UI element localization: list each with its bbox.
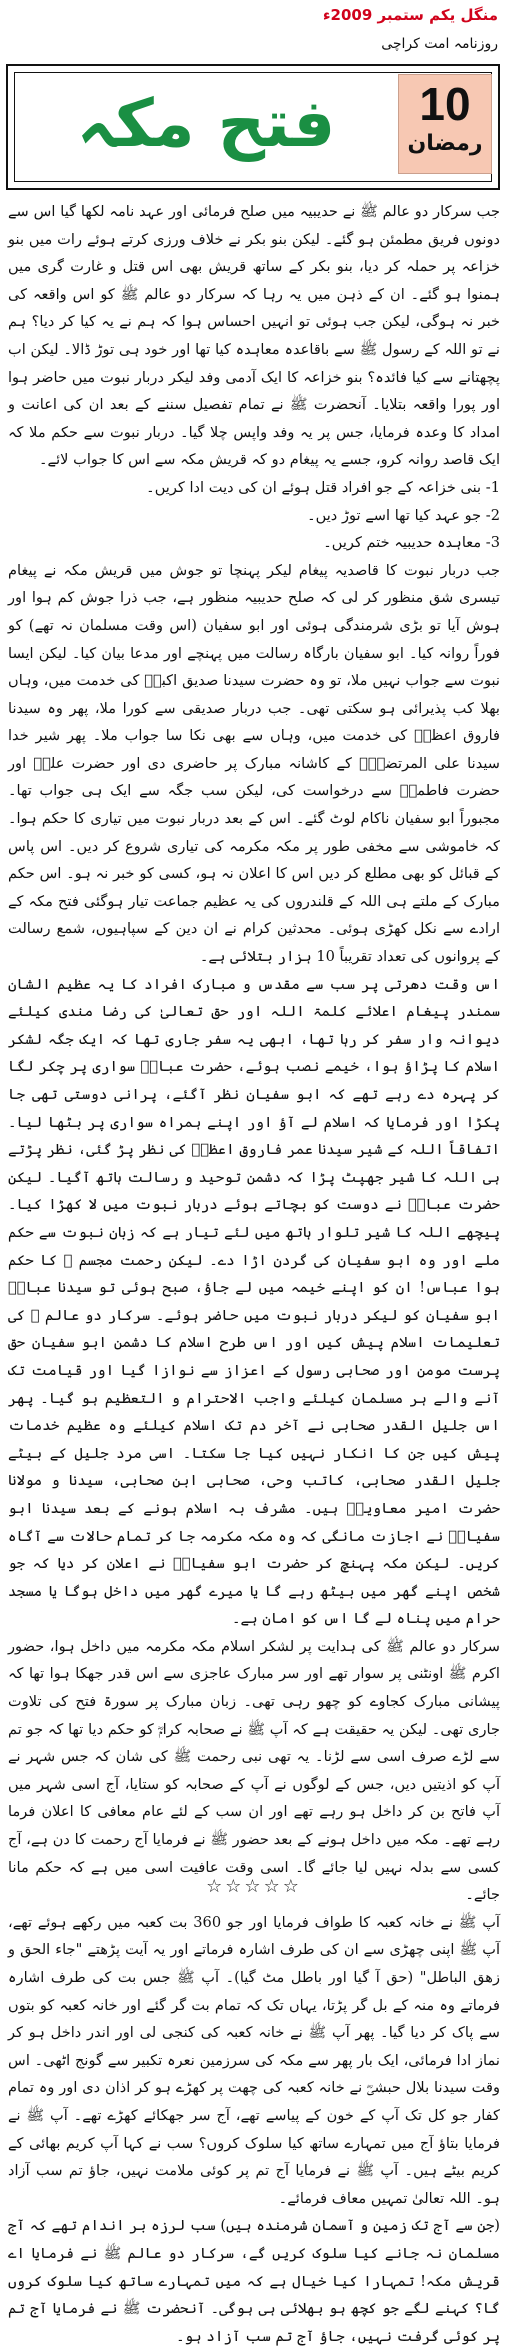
publication-date: منگل یکم ستمبر 2009ء <box>322 6 498 24</box>
article-paragraph: جب دربار نبوت کا قاصدیہ پیغام لیکر پہنچا تو جوش میں قریش مکہ نے پیغام تیسری شق منظور کر لی کہ صلح حدیبیہ منظور ہے، جب ذرا جوش کم ہوا اور ہوش آیا تو بڑی شرمندگی ہوئی اور ابو سفیان (اس وقت مسلمان نہ تھے) کو فوراً روانہ کیا۔ ابو سفیان بارگاہ رسالت میں پہنچے اور مدعا بیان کیا۔ لیکن ایسا نبوت سے جواب نہیں ملا، تو وہ حضرت سیدنا صدیق اکبرؓ کی خدمت میں، وہاں بھلا کب پذیرائی ہو سکتی تھی۔ جب دربار صدیقی سے کورا ملا، پھر وہ سیدنا فاروق اعظمؓ کی خدمت میں، وہاں سے بھی نکا سا جواب ملا۔ پھر شیر خدا سیدنا علی المرتضیٰؓ کے کاشانہ مبارک پر حاضری دی اور حضرت علیؓ اور حضرت فاطمہؓ سے درخواست کی، لیکن سب جگہ سے ایک ہی جواب تھا۔ مجبوراً ابو سفیان ناکام لوٹ گئے۔ اس کے بعد دربار نبوت میں تیاری کا حکم ہوا۔ کہ خاموشی سے مخفی طور پر مکہ مکرمہ کی تیاری شروع کر دیں۔ اس پاس کے قبائل کو بھی مطلع کر دیں اس کا اعلان نہ ہو، کسی کو خبر نہ ہو۔ اس حکم مبارک کے ملتے ہی اللہ کے قلندروں کی یہ عظیم جماعت تیار ہوگئی فتح مکہ کے ارادے سے نکل کھڑی ہوئی۔ محدثین کرام نے ان دین کے سپاہیوں، شمع رسالت کے پروانوں کی تعداد تقریباً 10 ہزار بتلائی ہے۔ <box>8 561 500 966</box>
ramadan-month-label: رمضان <box>407 131 483 156</box>
article-body <box>8 198 500 2350</box>
article-paragraph: جب سرکار دو عالم ﷺ نے حدیبیہ میں صلح فرمائی اور عہد نامہ لکھا گیا اس سے دونوں فریق مطمئن ہو گئے۔ لیکن بنو بکر نے خلاف ورزی کرتے ہوئے رات میں بنو خزاعہ پر حملہ کر دیا، بنو بکر کے ساتھ قریش بھی اس قتل و غارت گری میں ہمنوا ہو گئے۔ ان کے ذہن میں یہ رہا کہ سرکار دو عالم ﷺ کو اس واقعہ کی خبر نہ ہوگی، لیکن جب ہوئی تو انہیں احساس ہوا کہ ہم نے یہ کیا کر دیا؟ ہم نے تو اللہ کے رسول ﷺ سے باقاعدہ معاہدہ کیا تھا اور خود ہی توڑ ڈالا۔ لیکن اب پچھتانے سے کیا فائدہ؟ بنو خزاعہ کا ایک آدمی وفد لیکر دربار نبوت میں حاضر ہوا اور پورا واقعہ بتلایا۔ آنحضرت ﷺ نے تمام تفصیل سننے کے بعد ان کی اعانت و امداد کا وعدہ فرمایا، جس پر یہ وفد واپس چلا گیا۔ دربار نبوت سے حکم ملا کہ ایک قاصد روانہ کرو، جسے یہ پیغام دو کہ قریش مکہ سے اس کا جواب لائے۔ <box>8 203 500 469</box>
article-paragraph: سرکار دو عالم ﷺ کی ہدایت پر لشکر اسلام مکہ مکرمہ میں داخل ہوا، حضور اکرم ﷺ اونٹنی پر سوار تھے اور سر مبارک عاجزی سے اس قدر جھکا ہوا تھا کہ پیشانی مبارک کجاوے کو چھو رہی تھی۔ زبان مبارک پر سورۃ فتح کی تلاوت جاری تھی۔ لیکن یہ حقیقت ہے کہ آپ ﷺ نے صحابہ کرامؓ کو حکم دیا تھا کہ جو تم سے لڑے صرف اسی سے لڑنا۔ یہ تھی نبی رحمت ﷺ کی شان کہ جس شہر نے آپ کو اذیتیں دیں، جس کے لوگوں نے آپ کے صحابہ کو ستایا، آج اسی شہر میں آپ فاتح بن کر داخل ہو رہے تھے اور ان سب کے لئے عام معافی کا اعلان فرما رہے تھے۔ مکہ میں داخل ہونے کے بعد حضور ﷺ نے فرمایا آج رحمت کا دن ہے، آج کسی سے بدلہ نہیں لیا جائے گا۔ اسی وقت عافیت اسی میں ہے کہ حکم مانا جائے۔ <box>8 1637 500 1904</box>
newspaper-source: روزنامہ امت کراچی <box>381 36 498 52</box>
demand-item-3: 3- معاہدہ حدیبیہ ختم کریں۔ <box>323 534 500 552</box>
ramadan-date-box <box>398 74 492 174</box>
article-paragraph: آپ ﷺ نے خانہ کعبہ کا طواف فرمایا اور جو 360 بت کعبہ میں رکھے ہوئے تھے، آپ ﷺ اپنی چھڑی سے ان کی طرف اشارہ فرماتے اور یہ آیت پڑھتے "جاء الحق و زھق الباطل" (حق آ گیا اور باطل مٹ گیا)۔ آپ ﷺ جس بت کی طرف اشارہ فرماتے وہ منہ کے بل گر پڑتا، یہاں تک کہ تمام بت گر گئے اور خانہ کعبہ کو بتوں سے پاک کر دیا گیا۔ پھر آپ ﷺ نے خانہ کعبہ کی کنجی لی اور اندر داخل ہو کر نماز ادا فرمائی، ایک بار پھر سے مکہ کی سرزمین نعرہ تکبیر سے گونج اٹھی۔ اس وقت سیدنا بلال حبشیؓ نے خانہ کعبہ کی چھت پر کھڑے ہو کر اذان دی اور وہ تمام کفار جو کل تک آپ کے خون کے پیاسے تھے، آج سر جھکائے کھڑے تھے۔ آپ ﷺ نے فرمایا بتاؤ آج میں تمہارے ساتھ کیا سلوک کروں؟ سب نے کہا آپ کریم بھائی کے کریم بیٹے ہیں۔ آپ ﷺ نے فرمایا آج تم پر کوئی ملامت نہیں، جاؤ تم سب آزاد ہو۔ اللہ تعالیٰ تمہیں معاف فرمائے۔ <box>8 1913 500 2207</box>
ramadan-day-number: 10 <box>419 78 471 130</box>
demand-item-1: 1- بنی خزاعہ کے جو افراد قتل ہوئے ان کی دیت ادا کریں۔ <box>146 478 500 496</box>
article-paragraph: اس وقت دھرتی پر سب سے مقدس و مبارک افراد کا یہ عظیم الشان سمندر پیغام اعلائے کلمۃ اللہ اور حق تعالیٰ کی رضا مندی کیلئے دیوانہ وار سفر کر رہا تھا، ابھی یہ سفر جاری تھا کہ ایک جگہ لشکر اسلام کا پڑاؤ ہوا، خیمے نصب ہوئے، حضرت عباسؓ سواری پر چکر لگا کر پہرہ دے رہے تھے کہ ابو سفیان نظر آگئے، پرانی دوستی تھی جا پکڑا اور فرمایا کہ اسلام لے آؤ اور اپنے ہمراہ سواری پر بٹھا لیا۔ اتفاقاً اللہ کے شیر سیدنا عمر فاروق اعظمؓ کی نظر پڑ گئی، نظر پڑتے ہی اللہ کا شیر جھپٹ پڑا کہ دشمن توحید و رسالت ہاتھ آگیا۔ لیکن حضرت عباسؓ نے دوست کو بچاتے ہوئے دربار نبوت میں لا کھڑا کیا۔ پیچھے اللہ کا شیر تلوار ہاتھ میں لئے تیار ہے کہ زبان نبوت سے حکم ملے اور وہ ابو سفیان کی گردن اڑا دے۔ لیکن رحمت مجسم ﷺ کا حکم ہوا عباس! ان کو اپنے خیمہ میں لے جاؤ، صبح ہوئی تو سیدنا عباسؓ ابو سفیان کو لیکر دربار نبوت میں حاضر ہوئے۔ سرکار دو عالم ﷺ کی تعلیمات اسلام پیش کیں اور اس طرح اسلام کا دشمن ابو سفیان حق پرست مومن اور صحابی رسول کے اعزاز سے نوازا گیا اور قیامت تک آنے والے ہر مسلمان کیلئے واجب الاحترام و التعظیم ہو گیا۔ پھر اس جلیل القدر صحابی نے آخر دم تک اسلام کیلئے وہ عظیم خدمات پیش کیں جن کا انکار نہیں کیا جا سکتا۔ اسی مرد جلیل کے بیٹے جلیل القدر صحابی، کاتب وحی، صحابی ابن صحابی، سیدنا و مولانا حضرت امیر معاویہؓ ہیں۔ مشرف بہ اسلام ہونے کے بعد سیدنا ابو سفیانؓ نے اجازت مانگی کہ وہ مکہ مکرمہ جا کر تمام حالات سے آگاہ کریں۔ لیکن مکہ پہنچ کر حضرت ابو سفیانؓ نے اعلان کر دیا کہ جو شخص اپنے گھر میں بیٹھ رہے گا یا میرے گھر میں داخل ہوگا یا مسجد حرام میں پناہ لے گا اس کو امان ہے۔ <box>8 975 500 1628</box>
article-headline: فتح مکہ <box>76 85 336 162</box>
article-paragraph: (جن سے آج تک زمین و آسمان شرمندہ ہیں) سب لرزہ بر اندام تھے کہ آج مسلمان نہ جانے کیا سلوک کریں گے، سرکار دو عالم ﷺ نے فرمایا اے قریش مکہ! تمہارا کیا خیال ہے کہ میں تمہارے ساتھ کیا سلوک کروں گا؟ کہنے لگے جو کچھ ہو بھلائی ہی ہوگی۔ آنحضرت ﷺ نے فرمایا آج تم پر کوئی گرفت نہیں، جاؤ آج تم سب آزاد ہو۔ <box>8 2217 500 2345</box>
end-mark-stars: ☆☆☆☆☆ <box>206 1876 302 1897</box>
article-banner <box>6 64 500 190</box>
demand-item-2: 2- جو عہد کیا تھا اسے توڑ دیں۔ <box>307 506 500 524</box>
